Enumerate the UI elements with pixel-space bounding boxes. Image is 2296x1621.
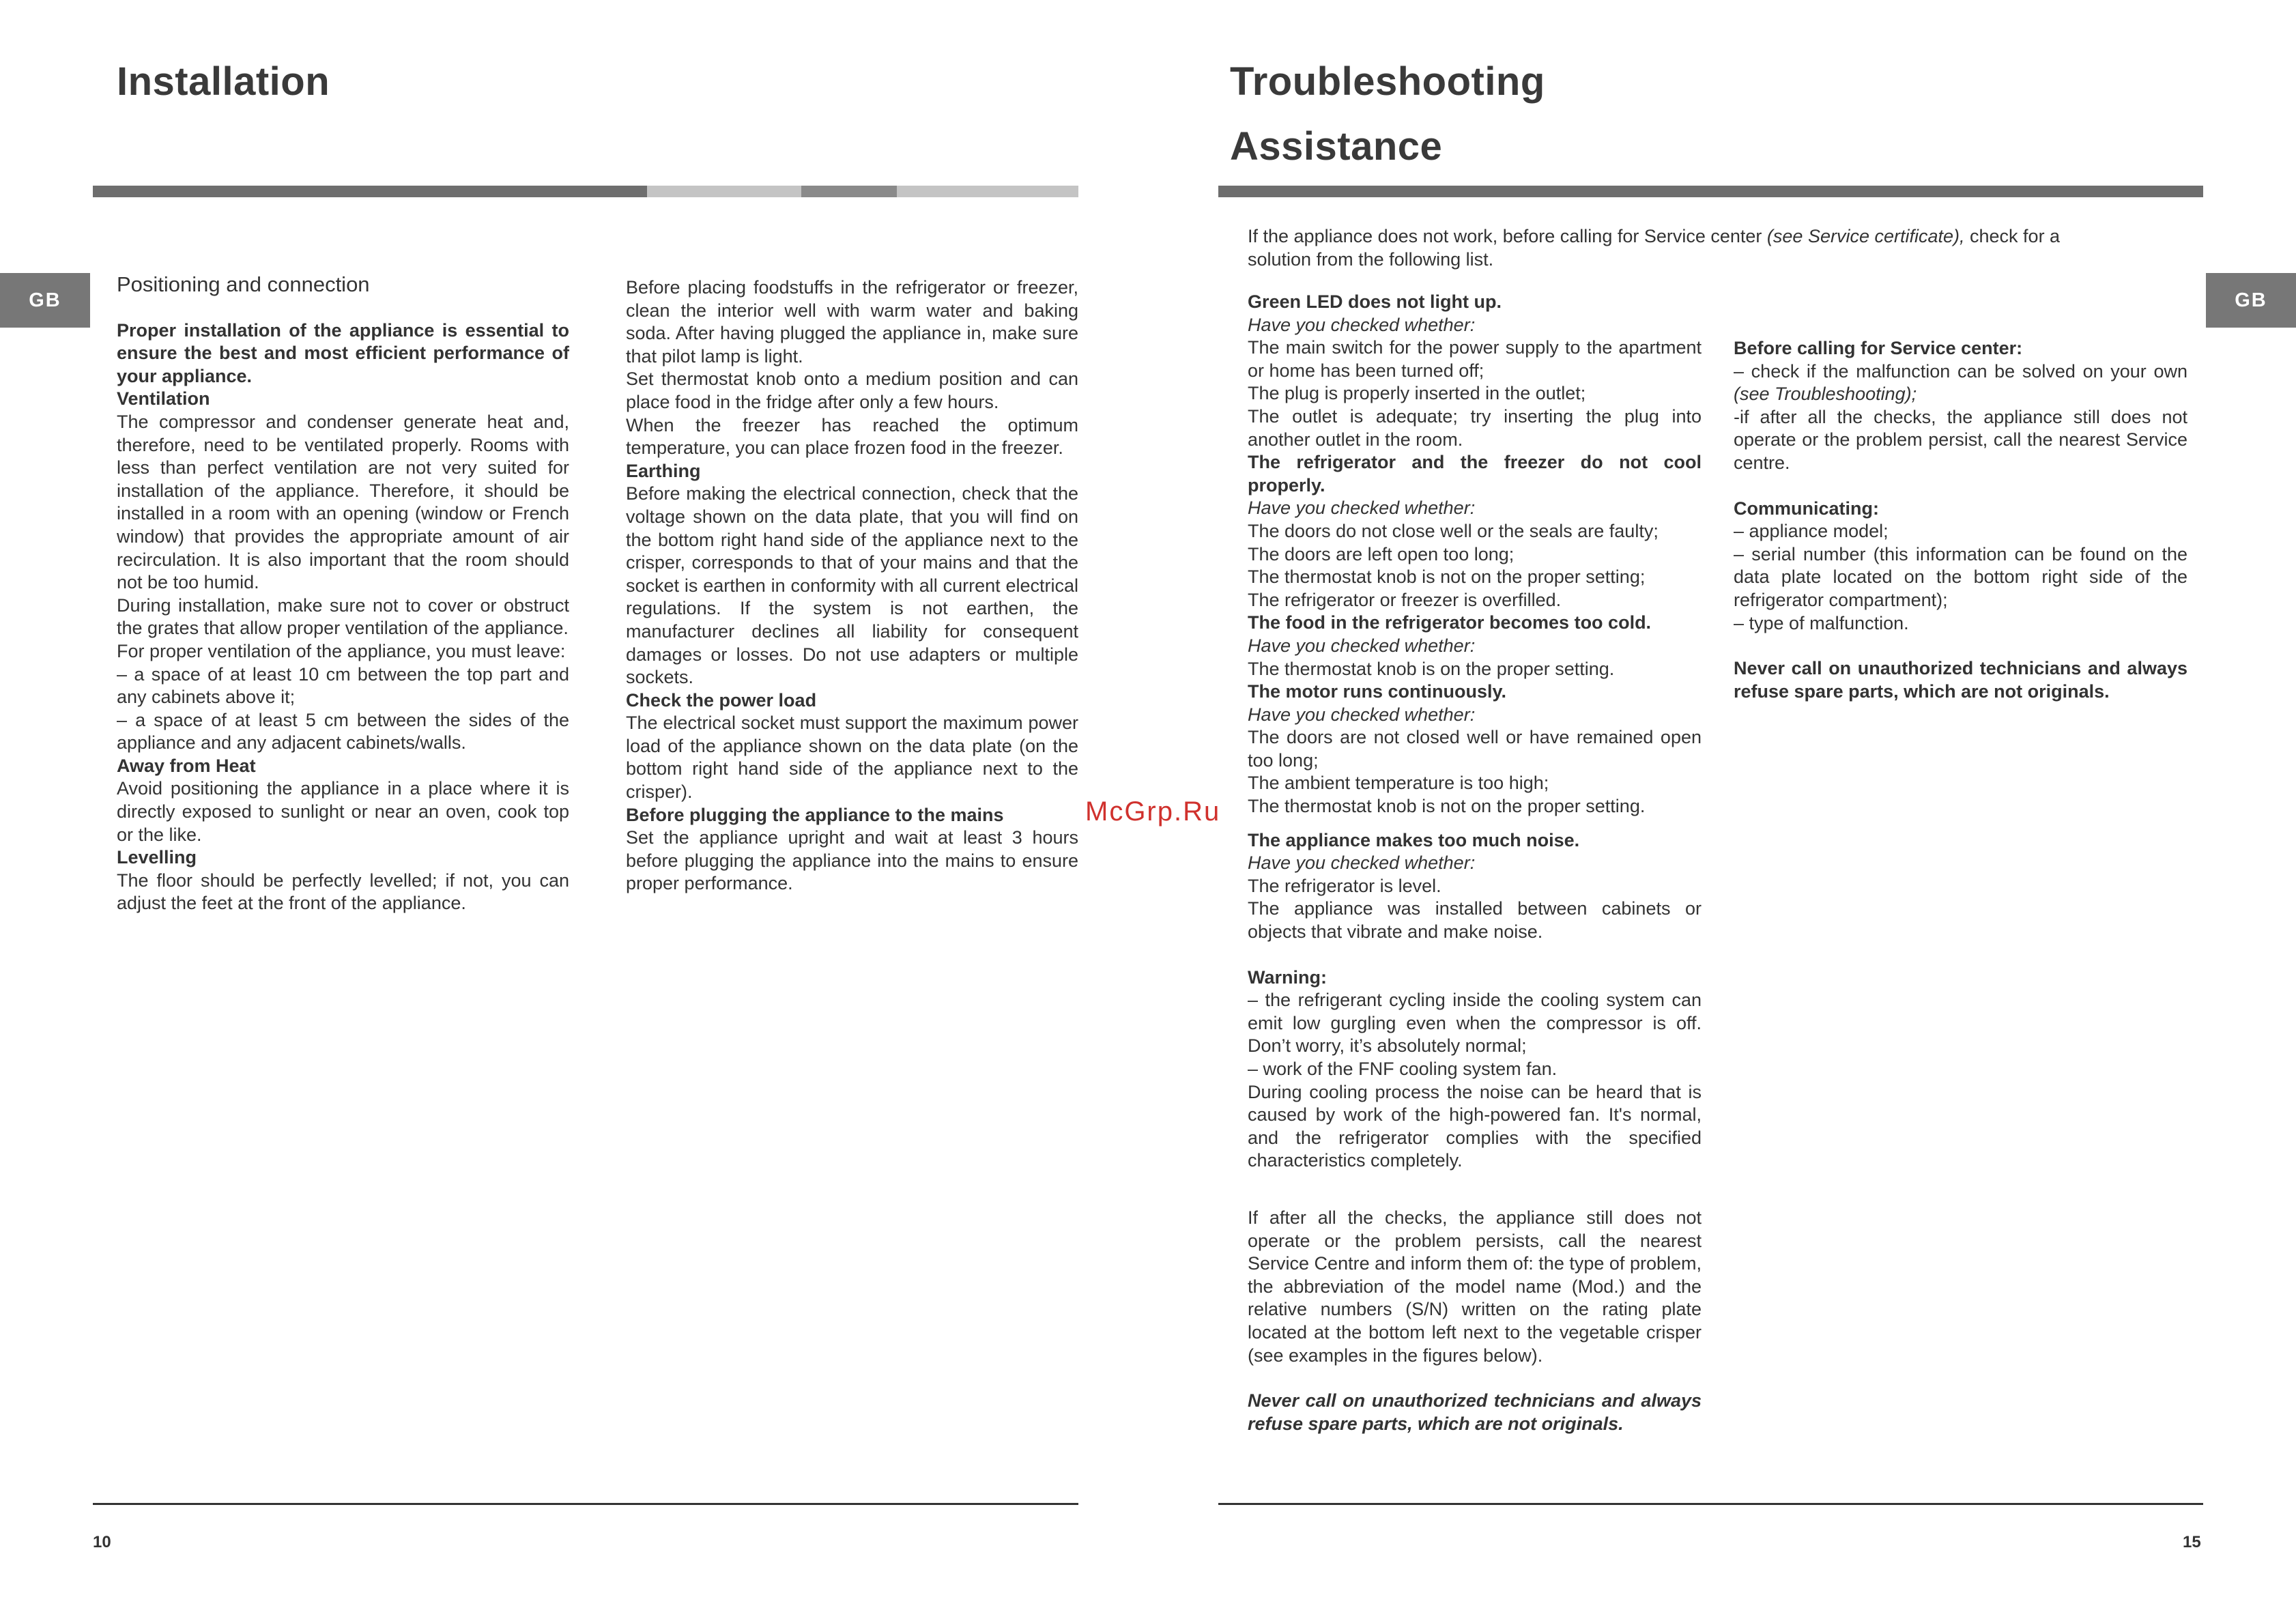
installation-paragraph: Proper installation of the appliance is essential to ensure the best and most efficient performance of your appliance. (117, 319, 569, 386)
assistance-column (1734, 337, 2187, 703)
troubleshooting-paragraph: The doors are left open too long; (1248, 543, 1515, 564)
left-footer-rule (93, 1503, 1078, 1505)
service-item-1-text: – check if the malfunction can be solved on your own (1734, 360, 2187, 382)
installation-paragraph: Set thermostat knob onto a medium position and can place food in the fridge after only a few hours. (626, 369, 1078, 412)
intro-text (1248, 225, 2067, 271)
installation-paragraph: Before placing foodstuffs in the refrigerator or freezer, clean the interior well with warm water and baking soda. After having plugged the appliance in, make sure that pilot lamp is light. (626, 277, 1078, 367)
communicating-item: – type of malfunction. (1734, 612, 1909, 633)
installation-paragraph: The compressor and condenser generate heat and, therefore, need to be ventilated properly. Rooms with less than perfect ventilation are not very suited for installation of the appliance. Therefore, it should be installed in a room with an opening (window or French window) that provides the appropriate amount of air recirculation. It is also important that the room should not be too humid. (117, 411, 569, 593)
troubleshooting-paragraph: The appliance makes too much noise. (1248, 829, 1580, 850)
left-page-number: 10 (93, 1533, 111, 1551)
right-header-bar (1218, 186, 2203, 197)
service-item-2: -if after all the checks, the appliance still does not operate or the problem persist, call the nearest Service centre. (1734, 406, 2187, 473)
intro-text-c: check for a solution from the following list. (1248, 226, 2061, 270)
troubleshooting-paragraph: During cooling process the noise can be heard that is caused by work of the high-powered fan. It's normal, and the refrigerator complies with the specified characteristics completely. (1248, 1081, 1702, 1171)
watermark: McGrp.Ru (1085, 797, 1221, 827)
installation-paragraph: Ventilation (117, 388, 210, 410)
troubleshooting-paragraph: The outlet is adequate; try inserting the plug into another outlet in the room. (1248, 405, 1702, 450)
troubleshooting-paragraph: If after all the checks, the appliance still does not operate or the problem persists, call the nearest Service Centre and inform them of: the type of problem, the abbreviation of the model name (Mod.) and the relative numbers (S/N) written on the rating plate located at the bottom left next to the vegetable crisper (see examples in the figures below). (1248, 1207, 1702, 1366)
troubleshooting-column (1248, 291, 1702, 1435)
troubleshooting-paragraph: The plug is properly inserted in the outlet; (1248, 383, 1586, 404)
right-page-subtitle: Assistance (1230, 124, 1443, 169)
troubleshooting-paragraph: The refrigerator or freezer is overfilled. (1248, 589, 1562, 610)
right-page-number: 15 (2183, 1533, 2201, 1551)
language-tab-right: GB (2206, 273, 2296, 328)
service-heading: Before calling for Service center: (1734, 338, 2023, 358)
intro-text-a: If the appliance does not work, before calling for Service center (1248, 226, 1767, 246)
troubleshooting-paragraph: Have you checked whether: (1248, 704, 1476, 725)
troubleshooting-paragraph: The refrigerator and the freezer do not cool properly. (1248, 452, 1702, 496)
installation-paragraph: Before plugging the appliance to the mains (626, 804, 1004, 825)
installation-paragraph: For proper ventilation of the appliance, you must leave: (117, 640, 566, 661)
troubleshooting-paragraph: The thermostat knob is not on the proper setting; (1248, 566, 1646, 588)
troubleshooting-paragraph: Have you checked whether: (1248, 498, 1476, 519)
never-call-warning: Never call on unauthorized technicians and always refuse spare parts, which are not originals. (1734, 658, 2187, 702)
installation-paragraph: When the freezer has reached the optimum temperature, you can place frozen food in the freezer. (626, 414, 1078, 459)
installation-paragraph: – a space of at least 5 cm between the sides of the appliance and any adjacent cabinets/walls. (117, 709, 569, 754)
installation-paragraph: Set the appliance upright and wait at least 3 hours before plugging the appliance into the mains to ensure proper performance. (626, 827, 1078, 894)
troubleshooting-paragraph: The doors are not closed well or have remained open too long; (1248, 727, 1702, 771)
installation-paragraph: – a space of at least 10 cm between the top part and any cabinets above it; (117, 663, 569, 708)
troubleshooting-paragraph: The main switch for the power supply to the apartment or home has been turned off; (1248, 337, 1702, 381)
installation-paragraph: Before making the electrical connection, check that the voltage shown on the data plate, that you will find on the bottom right hand side of the appliance next to the crisper, corresponds to that of your mains and that the socket is earthen in conformity with all current electrical regulations. If the system is not earthen, the manufacturer declines all liability for consequent damages or losses. Do not use adapters or multiple sockets. (626, 483, 1078, 688)
troubleshooting-paragraph: The thermostat knob is on the proper setting. (1248, 658, 1615, 679)
installation-paragraph: The floor should be perfectly levelled; if not, you can adjust the feet at the front of the appliance. (117, 870, 569, 914)
troubleshooting-paragraph: The refrigerator is level. (1248, 875, 1441, 896)
language-tab-left: GB (0, 273, 90, 328)
left-page-title: Installation (117, 59, 330, 104)
installation-paragraph: Earthing (626, 460, 701, 481)
troubleshooting-paragraph: Have you checked whether: (1248, 852, 1476, 874)
right-page-title: Troubleshooting (1230, 59, 1545, 104)
installation-paragraph: Check the power load (626, 689, 817, 711)
troubleshooting-paragraph: – the refrigerant cycling inside the cooling system can emit low gurgling even when the compressor is off. Don’t worry, it’s absolutely normal; (1248, 990, 1702, 1057)
left-column-1 (117, 273, 569, 915)
troubleshooting-paragraph: The appliance was installed between cabinets or objects that vibrate and make noise. (1248, 898, 1702, 943)
section-title: Positioning and connection (117, 272, 370, 296)
troubleshooting-paragraph: The doors do not close well or the seals are faulty; (1248, 520, 1659, 541)
troubleshooting-paragraph: Have you checked whether: (1248, 635, 1476, 656)
installation-paragraph: Avoid positioning the appliance in a place where it is directly exposed to sunlight or near an oven, cook top or the like. (117, 778, 569, 845)
communicating-heading: Communicating: (1734, 498, 1879, 519)
service-item-1 (1734, 360, 2187, 406)
troubleshooting-paragraph: The food in the refrigerator becomes too cold. (1248, 612, 1652, 633)
installation-paragraph: During installation, make sure not to cover or obstruct the grates that allow proper ventilation of the appliance. (117, 594, 569, 639)
troubleshooting-paragraph: The ambient temperature is too high; (1248, 773, 1549, 794)
troubleshooting-paragraph: Warning: (1248, 966, 1327, 988)
troubleshooting-paragraph: Green LED does not light up. (1248, 291, 1502, 312)
troubleshooting-paragraph: Never call on unauthorized technicians and always refuse spare parts, which are not originals. (1248, 1390, 1702, 1434)
installation-paragraph: Levelling (117, 847, 197, 868)
troubleshooting-paragraph: – work of the FNF cooling system fan. (1248, 1059, 1558, 1079)
communicating-item: – appliance model; (1734, 521, 1889, 542)
service-item-1-ref: (see Troubleshooting); (1734, 384, 1917, 405)
installation-paragraph: Away from Heat (117, 755, 256, 776)
left-column-2 (626, 276, 1078, 895)
right-footer-rule (1218, 1503, 2203, 1505)
troubleshooting-paragraph: The motor runs continuously. (1248, 681, 1507, 702)
troubleshooting-paragraph: Have you checked whether: (1248, 314, 1476, 335)
troubleshooting-paragraph: The thermostat knob is not on the proper setting. (1248, 796, 1646, 817)
intro-text-b: (see Service certificate), (1766, 226, 1965, 246)
installation-paragraph: The electrical socket must support the maximum power load of the appliance shown on the data plate (on the bottom right hand side of the appliance next to the crisper). (626, 713, 1078, 803)
communicating-item: – serial number (this information can be found on the data plate located on the bottom right side of the refrigerator compartment); (1734, 543, 2187, 610)
